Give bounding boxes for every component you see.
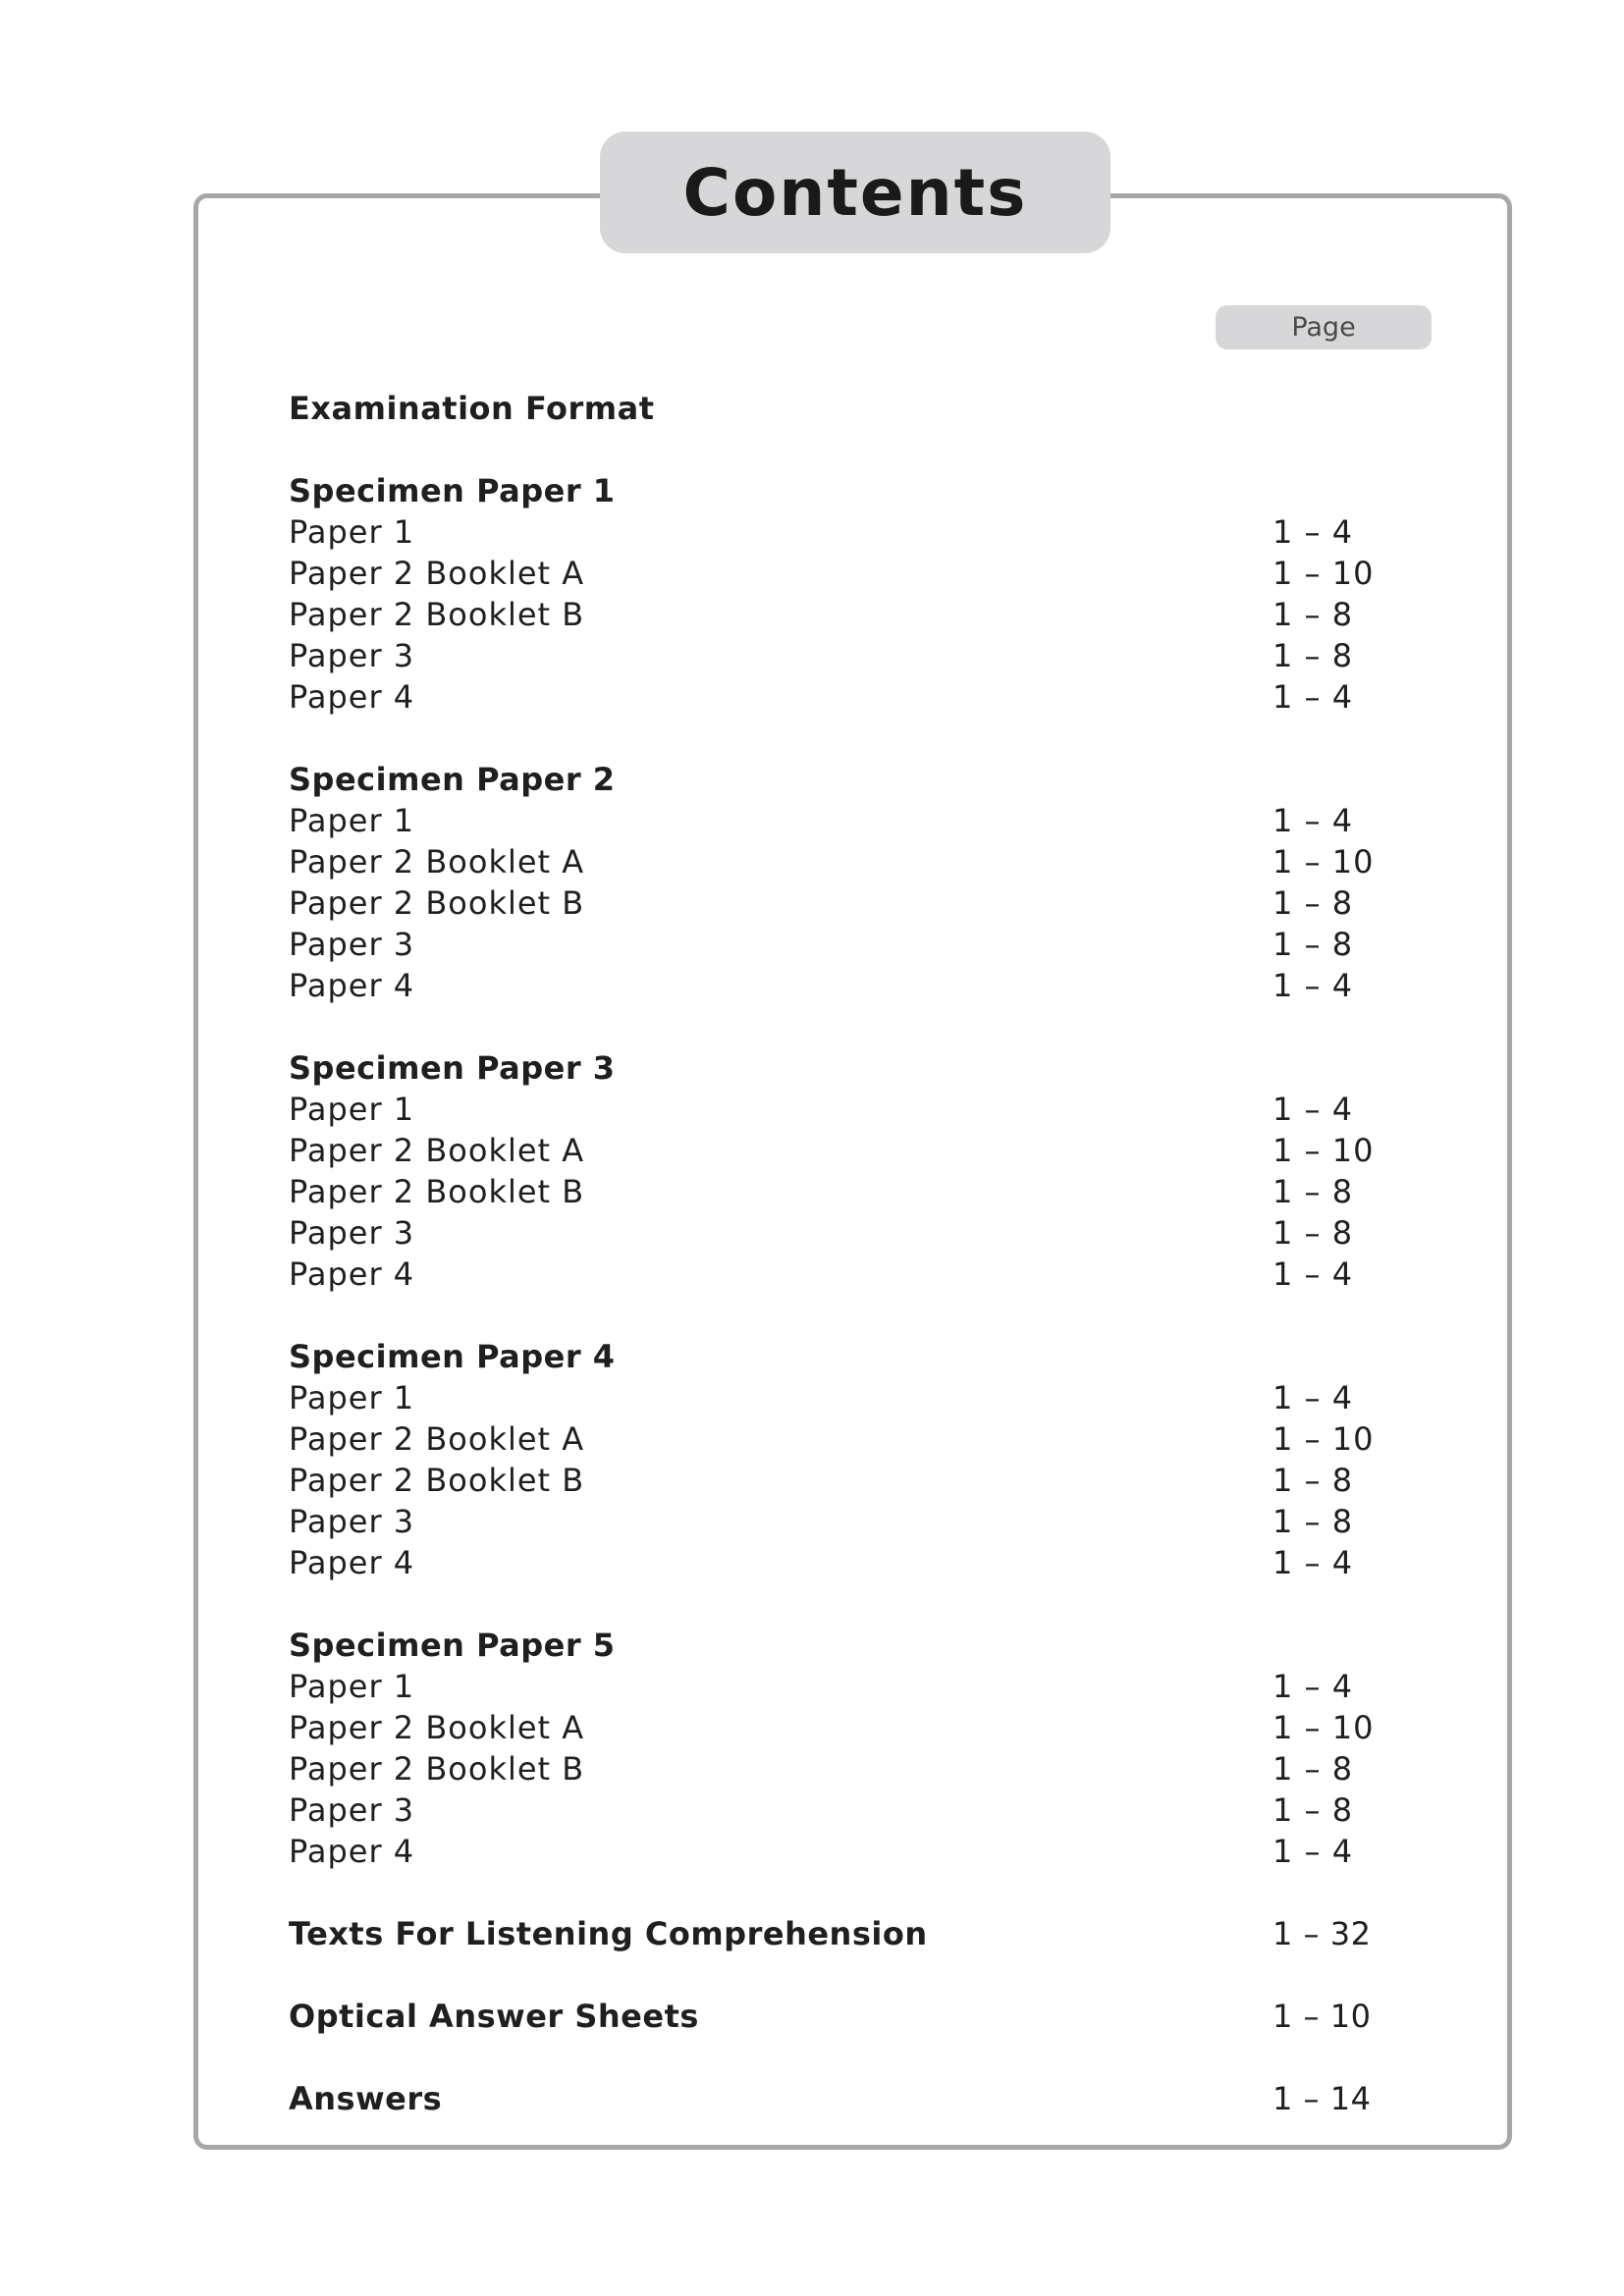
toc-section-examination-format[interactable] xyxy=(289,388,1369,429)
toc-section-pages: 1 – 14 xyxy=(1272,2080,1372,2117)
toc-entry-label: Paper 2 Booklet A xyxy=(289,1709,585,1746)
toc-entry-pages: 1 – 4 xyxy=(1272,1668,1354,1705)
toc-entry[interactable] xyxy=(289,1501,1369,1542)
toc-entry-pages: 1 – 8 xyxy=(1272,637,1354,674)
toc-section-title: Specimen Paper 4 xyxy=(289,1338,616,1375)
toc-entry-label: Paper 4 xyxy=(289,1833,415,1870)
toc-entry[interactable] xyxy=(289,635,1369,676)
toc-entry[interactable] xyxy=(289,1089,1369,1130)
toc-entry-pages: 1 – 10 xyxy=(1272,1132,1375,1169)
toc-entry-label: Paper 2 Booklet A xyxy=(289,843,585,881)
toc-entry-pages: 1 – 8 xyxy=(1272,1750,1354,1788)
toc-entry-pages: 1 – 8 xyxy=(1272,1462,1354,1499)
toc-entry-label: Paper 3 xyxy=(289,637,415,674)
toc-entry[interactable] xyxy=(289,1377,1369,1418)
toc-section-title: Specimen Paper 2 xyxy=(289,761,616,798)
toc-entry-label: Paper 2 Booklet B xyxy=(289,1173,585,1210)
toc-entry[interactable] xyxy=(289,1418,1375,1460)
toc-entry-label: Paper 4 xyxy=(289,678,415,716)
toc-entry-label: Paper 1 xyxy=(289,1091,415,1128)
toc-entry-label: Paper 2 Booklet B xyxy=(289,884,585,922)
toc-entry-label: Paper 3 xyxy=(289,1214,415,1252)
toc-entry-label: Paper 4 xyxy=(289,1255,415,1293)
toc-section-title: Answers xyxy=(289,2080,443,2117)
toc-entry-pages: 1 – 10 xyxy=(1272,1420,1375,1458)
toc-section-specimen-paper-1[interactable] xyxy=(289,470,1369,511)
toc-section-answers[interactable] xyxy=(289,2078,1372,2119)
toc-entry-label: Paper 2 Booklet B xyxy=(289,596,585,633)
toc-entry[interactable] xyxy=(289,1666,1369,1707)
toc-entry[interactable] xyxy=(289,594,1369,635)
toc-section-specimen-paper-4[interactable] xyxy=(289,1336,1369,1377)
table-of-contents xyxy=(289,388,1375,2119)
toc-section-title: Specimen Paper 1 xyxy=(289,472,616,509)
toc-entry-pages: 1 – 8 xyxy=(1272,1173,1354,1210)
toc-entry[interactable] xyxy=(289,965,1369,1006)
toc-entry-pages: 1 – 4 xyxy=(1272,802,1354,839)
toc-entry[interactable] xyxy=(289,1831,1369,1872)
toc-section-title: Examination Format xyxy=(289,390,655,427)
toc-entry-pages: 1 – 8 xyxy=(1272,596,1354,633)
toc-entry-pages: 1 – 8 xyxy=(1272,884,1354,922)
toc-entry-pages: 1 – 8 xyxy=(1272,926,1354,963)
toc-section-optical-answer-sheets[interactable] xyxy=(289,1996,1372,2037)
toc-entry-pages: 1 – 10 xyxy=(1272,843,1375,881)
toc-entry-label: Paper 2 Booklet B xyxy=(289,1462,585,1499)
toc-entry-pages: 1 – 4 xyxy=(1272,1833,1354,1870)
toc-section-title: Texts For Listening Comprehension xyxy=(289,1915,928,1952)
toc-entry-label: Paper 4 xyxy=(289,1544,415,1581)
toc-section-specimen-paper-5[interactable] xyxy=(289,1625,1369,1666)
toc-entry-pages: 1 – 10 xyxy=(1272,555,1375,592)
toc-entry-pages: 1 – 8 xyxy=(1272,1791,1354,1829)
toc-entry-label: Paper 2 Booklet A xyxy=(289,1420,585,1458)
toc-entry-label: Paper 4 xyxy=(289,967,415,1004)
toc-entry-label: Paper 1 xyxy=(289,1379,415,1416)
toc-entry[interactable] xyxy=(289,1789,1369,1831)
toc-entry[interactable] xyxy=(289,1212,1369,1254)
toc-entry-label: Paper 2 Booklet B xyxy=(289,1750,585,1788)
toc-entry-pages: 1 – 8 xyxy=(1272,1214,1354,1252)
page-column-header: Page xyxy=(1216,305,1432,349)
toc-section-specimen-paper-2[interactable] xyxy=(289,759,1369,800)
toc-entry[interactable] xyxy=(289,1171,1369,1212)
toc-entry[interactable] xyxy=(289,800,1369,841)
toc-entry-pages: 1 – 4 xyxy=(1272,1544,1354,1581)
toc-entry-label: Paper 1 xyxy=(289,802,415,839)
toc-entry[interactable] xyxy=(289,1460,1369,1501)
toc-entry-pages: 1 – 4 xyxy=(1272,1091,1354,1128)
page-title: Contents xyxy=(682,154,1028,231)
toc-section-pages: 1 – 10 xyxy=(1272,1998,1372,2035)
toc-entry-pages: 1 – 4 xyxy=(1272,1255,1354,1293)
toc-entry[interactable] xyxy=(289,676,1369,718)
toc-entry-label: Paper 3 xyxy=(289,926,415,963)
toc-entry-pages: 1 – 4 xyxy=(1272,1379,1354,1416)
toc-section-specimen-paper-3[interactable] xyxy=(289,1047,1369,1089)
toc-entry[interactable] xyxy=(289,1254,1369,1295)
toc-entry-label: Paper 2 Booklet A xyxy=(289,1132,585,1169)
toc-entry-label: Paper 1 xyxy=(289,1668,415,1705)
toc-entry[interactable] xyxy=(289,841,1375,882)
toc-entry-label: Paper 3 xyxy=(289,1503,415,1540)
toc-entry[interactable] xyxy=(289,1130,1375,1171)
toc-entry[interactable] xyxy=(289,553,1375,594)
toc-entry-pages: 1 – 4 xyxy=(1272,967,1354,1004)
toc-entry-pages: 1 – 10 xyxy=(1272,1709,1375,1746)
toc-entry-label: Paper 1 xyxy=(289,513,415,551)
toc-entry-pages: 1 – 4 xyxy=(1272,513,1354,551)
toc-entry[interactable] xyxy=(289,1707,1375,1748)
toc-section-title: Specimen Paper 5 xyxy=(289,1627,616,1664)
toc-entry[interactable] xyxy=(289,924,1369,965)
toc-entry-label: Paper 2 Booklet A xyxy=(289,555,585,592)
toc-section-title: Specimen Paper 3 xyxy=(289,1049,616,1087)
toc-entry[interactable] xyxy=(289,511,1369,553)
title-tab xyxy=(600,132,1110,253)
toc-section-title: Optical Answer Sheets xyxy=(289,1998,699,2035)
toc-entry-pages: 1 – 8 xyxy=(1272,1503,1354,1540)
toc-entry[interactable] xyxy=(289,882,1369,924)
toc-section-listening-texts[interactable] xyxy=(289,1913,1372,1954)
toc-entry-pages: 1 – 4 xyxy=(1272,678,1354,716)
toc-entry[interactable] xyxy=(289,1542,1369,1583)
toc-entry-label: Paper 3 xyxy=(289,1791,415,1829)
toc-entry[interactable] xyxy=(289,1748,1369,1789)
toc-section-pages: 1 – 32 xyxy=(1272,1915,1372,1952)
